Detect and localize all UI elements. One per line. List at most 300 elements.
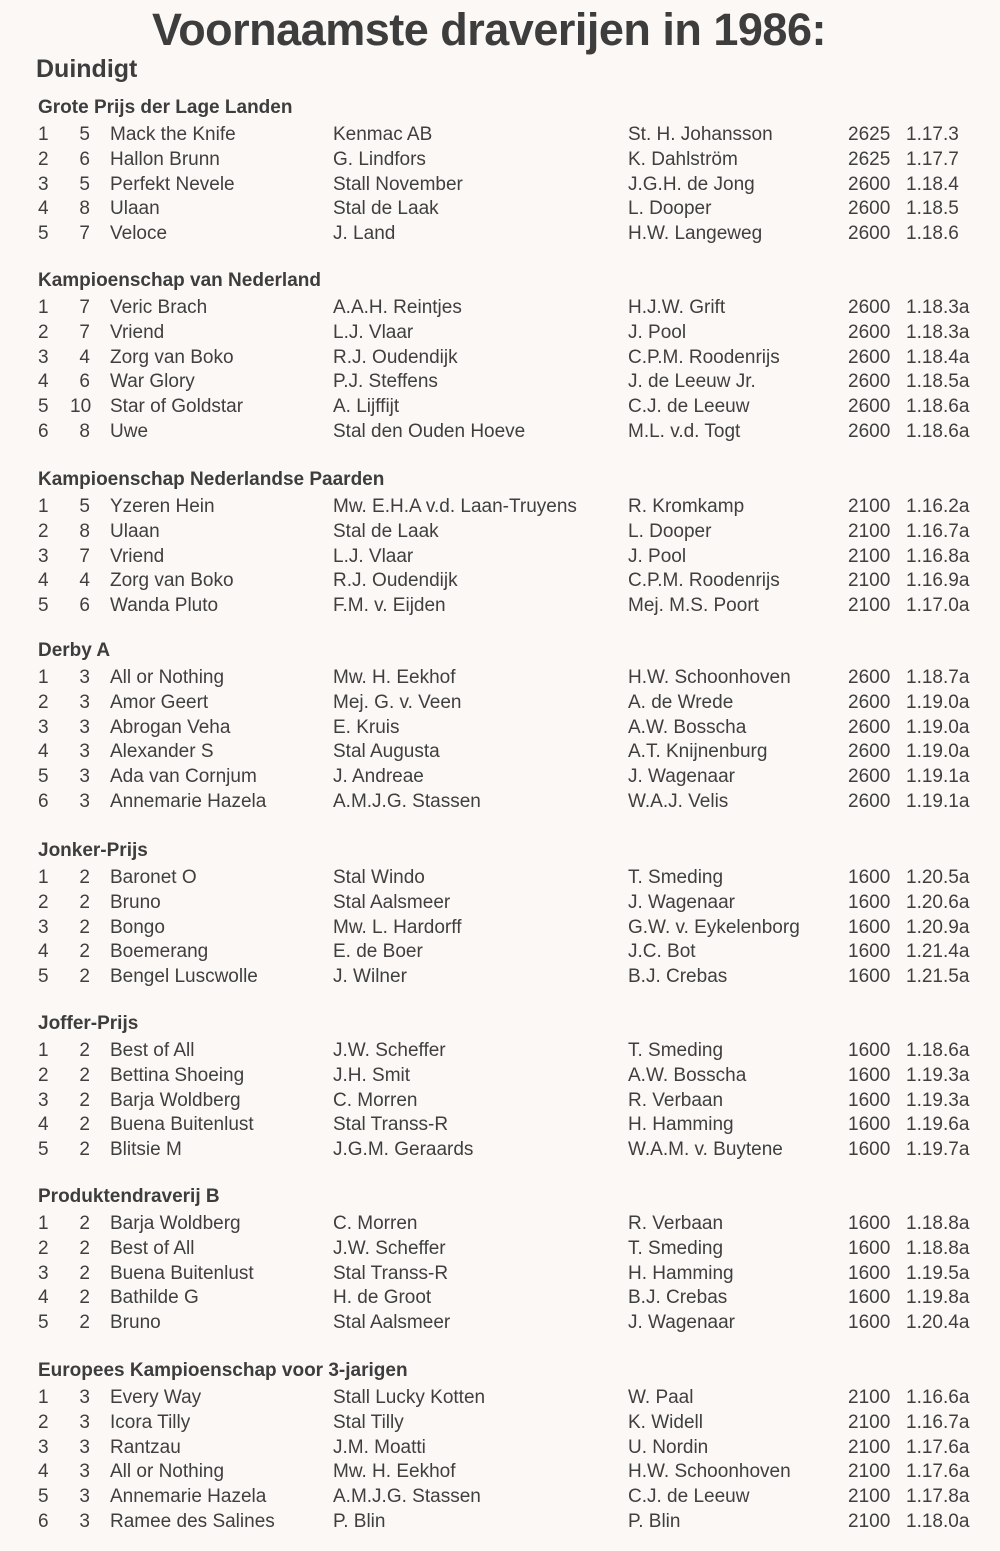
result-age: 7 xyxy=(79,297,90,318)
result-pos: 5 xyxy=(38,595,49,617)
result-driver: W. Paal xyxy=(628,1387,694,1408)
result-horse: All or Nothing xyxy=(110,1461,225,1483)
result-horse: Vriend xyxy=(110,545,165,567)
result-row xyxy=(0,739,1000,764)
result-horse: Ramee des Salines xyxy=(110,1511,275,1532)
result-driver: Mej. M.S. Poort xyxy=(628,595,759,617)
result-row xyxy=(0,1112,1000,1137)
result-time: 1.18.3a xyxy=(906,321,970,343)
result-owner: G. Lindfors xyxy=(333,148,426,170)
result-time: 1.18.6 xyxy=(906,223,959,245)
result-age: 6 xyxy=(79,371,90,393)
result-horse: Veloce xyxy=(110,223,168,245)
result-row xyxy=(0,915,1000,940)
result-driver: W.A.J. Velis xyxy=(628,791,729,812)
result-age: 2 xyxy=(79,1064,90,1086)
result-driver: R. Verbaan xyxy=(628,1089,724,1111)
result-row xyxy=(0,890,1000,915)
result-row xyxy=(0,295,1000,320)
result-horse: Abrogan Veha xyxy=(110,716,231,738)
result-owner: J.W. Scheffer xyxy=(333,1040,446,1061)
result-owner: F.M. v. Eijden xyxy=(333,595,446,617)
result-dist: 2100 xyxy=(848,520,891,542)
result-pos: 1 xyxy=(38,297,49,318)
result-owner: Stall Lucky Kotten xyxy=(333,1387,486,1408)
result-pos: 2 xyxy=(38,1064,49,1086)
result-dist: 1600 xyxy=(848,1237,891,1259)
result-owner: Stall November xyxy=(333,173,463,195)
result-driver: P. Blin xyxy=(628,1511,681,1532)
result-time: 1.18.8a xyxy=(906,1237,970,1259)
result-owner: A. Lijffijt xyxy=(333,396,400,418)
result-owner: L.J. Vlaar xyxy=(333,545,414,567)
result-owner: J. Wilner xyxy=(333,966,407,988)
result-time: 1.17.6a xyxy=(906,1461,970,1483)
result-pos: 5 xyxy=(38,966,49,988)
result-pos: 3 xyxy=(38,1089,49,1111)
result-driver: K. Widell xyxy=(628,1411,703,1433)
result-driver: W.A.M. v. Buytene xyxy=(628,1139,783,1161)
result-row xyxy=(0,1385,1000,1410)
result-dist: 2100 xyxy=(848,595,891,617)
result-age: 3 xyxy=(79,1411,90,1433)
result-age: 5 xyxy=(79,496,90,517)
result-age: 2 xyxy=(79,1262,90,1284)
result-row xyxy=(0,568,1000,593)
result-horse: Wanda Pluto xyxy=(110,595,219,617)
result-pos: 2 xyxy=(38,520,49,542)
result-owner: J. Land xyxy=(333,223,396,245)
result-horse: Every Way xyxy=(110,1387,202,1408)
result-row xyxy=(0,1410,1000,1435)
result-horse: Annemarie Hazela xyxy=(110,791,267,812)
result-pos: 4 xyxy=(38,371,49,393)
result-driver: T. Smeding xyxy=(628,867,724,888)
result-pos: 2 xyxy=(38,1411,49,1433)
page-title: Voornaamste draverijen in 1986: xyxy=(152,4,826,55)
result-age: 4 xyxy=(79,346,90,368)
result-age: 3 xyxy=(79,1387,90,1408)
result-pos: 3 xyxy=(38,716,49,738)
result-horse: Barja Woldberg xyxy=(110,1213,241,1234)
result-row xyxy=(0,1137,1000,1162)
result-pos: 2 xyxy=(38,1237,49,1259)
result-driver: J. Wagenaar xyxy=(628,891,736,913)
result-row xyxy=(0,593,1000,618)
result-pos: 4 xyxy=(38,1461,49,1483)
result-time: 1.18.4a xyxy=(906,346,970,368)
result-time: 1.18.6a xyxy=(906,396,970,418)
result-dist: 2100 xyxy=(848,496,891,517)
result-horse: Amor Geert xyxy=(110,691,209,713)
result-dist: 2600 xyxy=(848,741,891,763)
result-age: 6 xyxy=(79,595,90,617)
result-dist: 1600 xyxy=(848,1089,891,1111)
result-dist: 1600 xyxy=(848,941,891,963)
result-driver: H.W. Langeweg xyxy=(628,223,763,245)
result-driver: R. Kromkamp xyxy=(628,496,745,517)
result-horse: War Glory xyxy=(110,371,195,393)
result-driver: J. Pool xyxy=(628,545,687,567)
result-age: 5 xyxy=(79,124,90,145)
result-row xyxy=(0,320,1000,345)
race-title: Grote Prijs der Lage Landen xyxy=(38,97,293,118)
result-pos: 5 xyxy=(38,1312,49,1334)
result-horse: Perfekt Nevele xyxy=(110,173,235,195)
result-row xyxy=(0,865,1000,890)
result-owner: P. Blin xyxy=(333,1511,386,1532)
result-age: 7 xyxy=(79,223,90,245)
result-age: 2 xyxy=(79,891,90,913)
result-driver: J. Wagenaar xyxy=(628,766,736,788)
result-owner: C. Morren xyxy=(333,1089,418,1111)
result-pos: 5 xyxy=(38,766,49,788)
result-time: 1.18.5 xyxy=(906,198,959,220)
result-dist: 2100 xyxy=(848,570,891,592)
result-age: 2 xyxy=(79,1114,90,1136)
result-time: 1.19.0a xyxy=(906,691,970,713)
result-time: 1.19.3a xyxy=(906,1089,970,1111)
result-horse: Bruno xyxy=(110,1312,161,1334)
result-row xyxy=(0,1088,1000,1113)
result-dist: 2600 xyxy=(848,223,891,245)
result-owner: Mw. H. Eekhof xyxy=(333,667,456,688)
result-horse: Hallon Brunn xyxy=(110,148,220,170)
result-owner: C. Morren xyxy=(333,1213,418,1234)
result-owner: Mw. H. Eekhof xyxy=(333,1461,456,1483)
result-pos: 3 xyxy=(38,916,49,938)
result-time: 1.21.5a xyxy=(906,966,970,988)
result-age: 6 xyxy=(79,148,90,170)
result-age: 2 xyxy=(79,941,90,963)
result-time: 1.17.8a xyxy=(906,1486,970,1508)
result-row xyxy=(0,221,1000,246)
result-pos: 1 xyxy=(38,667,49,688)
result-row xyxy=(0,1459,1000,1484)
result-dist: 2100 xyxy=(848,1411,891,1433)
result-owner: Mw. L. Hardorff xyxy=(333,916,462,938)
result-dist: 2600 xyxy=(848,667,891,688)
result-horse: Bettina Shoeing xyxy=(110,1064,245,1086)
race-title: Kampioenschap van Nederland xyxy=(38,270,321,291)
result-horse: Best of All xyxy=(110,1237,195,1259)
result-owner: L.J. Vlaar xyxy=(333,321,414,343)
result-row xyxy=(0,1211,1000,1236)
result-owner: P.J. Steffens xyxy=(333,371,438,393)
result-time: 1.20.4a xyxy=(906,1312,970,1334)
result-horse: Barja Woldberg xyxy=(110,1089,241,1111)
result-driver: H. Hamming xyxy=(628,1114,734,1136)
result-dist: 2100 xyxy=(848,1486,891,1508)
result-dist: 1600 xyxy=(848,1114,891,1136)
result-age: 3 xyxy=(79,716,90,738)
result-driver: H. Hamming xyxy=(628,1262,734,1284)
result-time: 1.19.1a xyxy=(906,766,970,788)
result-dist: 1600 xyxy=(848,867,891,888)
result-horse: Veric Brach xyxy=(110,297,208,318)
result-row xyxy=(0,964,1000,989)
result-pos: 1 xyxy=(38,1387,49,1408)
result-owner: R.J. Oudendijk xyxy=(333,570,458,592)
result-time: 1.19.6a xyxy=(906,1114,970,1136)
result-dist: 2600 xyxy=(848,346,891,368)
result-age: 2 xyxy=(79,1213,90,1234)
result-horse: Boemerang xyxy=(110,941,209,963)
result-horse: Yzeren Hein xyxy=(110,496,215,517)
result-owner: Stal de Laak xyxy=(333,520,439,542)
result-dist: 2100 xyxy=(848,545,891,567)
result-row xyxy=(0,1261,1000,1286)
result-time: 1.16.6a xyxy=(906,1387,970,1408)
result-pos: 1 xyxy=(38,867,49,888)
result-driver: L. Dooper xyxy=(628,198,712,220)
result-dist: 2600 xyxy=(848,421,891,442)
result-time: 1.19.1a xyxy=(906,791,970,812)
race-title: Europees Kampioenschap voor 3-jarigen xyxy=(38,1360,408,1381)
result-time: 1.18.4 xyxy=(906,173,959,195)
result-time: 1.20.5a xyxy=(906,867,970,888)
result-driver: A. de Wrede xyxy=(628,691,734,713)
result-driver: A.T. Knijnenburg xyxy=(628,741,768,763)
result-age: 2 xyxy=(79,916,90,938)
result-driver: C.J. de Leeuw xyxy=(628,1486,750,1508)
result-pos: 4 xyxy=(38,941,49,963)
result-horse: Baronet O xyxy=(110,867,197,888)
result-age: 3 xyxy=(79,791,90,812)
result-dist: 1600 xyxy=(848,1139,891,1161)
result-row xyxy=(0,196,1000,221)
result-time: 1.18.6a xyxy=(906,421,970,442)
result-dist: 2625 xyxy=(848,148,891,170)
result-dist: 1600 xyxy=(848,966,891,988)
result-horse: All or Nothing xyxy=(110,667,225,688)
result-time: 1.19.3a xyxy=(906,1064,970,1086)
result-dist: 2100 xyxy=(848,1511,891,1532)
result-horse: Buena Buitenlust xyxy=(110,1114,254,1136)
result-time: 1.18.5a xyxy=(906,371,970,393)
result-driver: J. Pool xyxy=(628,321,687,343)
result-row xyxy=(0,394,1000,419)
result-age: 2 xyxy=(79,1237,90,1259)
result-dist: 2600 xyxy=(848,766,891,788)
result-driver: B.J. Crebas xyxy=(628,1287,728,1309)
result-owner: Kenmac AB xyxy=(333,124,433,145)
result-horse: Rantzau xyxy=(110,1436,181,1458)
result-driver: H.J.W. Grift xyxy=(628,297,726,318)
result-owner: Mw. E.H.A v.d. Laan-Truyens xyxy=(333,496,577,517)
result-row xyxy=(0,494,1000,519)
result-pos: 5 xyxy=(38,1139,49,1161)
result-horse: Best of All xyxy=(110,1040,195,1061)
result-age: 8 xyxy=(79,520,90,542)
result-owner: Stal de Laak xyxy=(333,198,439,220)
result-dist: 1600 xyxy=(848,1213,891,1234)
result-dist: 2600 xyxy=(848,691,891,713)
result-time: 1.17.7 xyxy=(906,148,959,170)
result-driver: J. de Leeuw Jr. xyxy=(628,371,756,393)
result-horse: Zorg van Boko xyxy=(110,346,234,368)
result-driver: C.P.M. Roodenrijs xyxy=(628,570,780,592)
result-dist: 2600 xyxy=(848,297,891,318)
result-dist: 1600 xyxy=(848,1064,891,1086)
result-driver: T. Smeding xyxy=(628,1040,724,1061)
result-owner: Stal Aalsmeer xyxy=(333,891,451,913)
result-row xyxy=(0,122,1000,147)
result-age: 2 xyxy=(79,867,90,888)
result-time: 1.18.0a xyxy=(906,1511,970,1532)
result-pos: 4 xyxy=(38,570,49,592)
result-row xyxy=(0,764,1000,789)
result-dist: 2600 xyxy=(848,396,891,418)
result-time: 1.19.8a xyxy=(906,1287,970,1309)
result-owner: J.H. Smit xyxy=(333,1064,411,1086)
result-row xyxy=(0,172,1000,197)
result-row xyxy=(0,544,1000,569)
result-pos: 3 xyxy=(38,346,49,368)
result-horse: Ulaan xyxy=(110,520,160,542)
result-owner: J.G.M. Geraards xyxy=(333,1139,474,1161)
result-dist: 1600 xyxy=(848,1287,891,1309)
result-owner: J.W. Scheffer xyxy=(333,1237,446,1259)
result-dist: 1600 xyxy=(848,1312,891,1334)
result-time: 1.19.0a xyxy=(906,741,970,763)
result-driver: U. Nordin xyxy=(628,1436,709,1458)
result-owner: Stal den Ouden Hoeve xyxy=(333,421,526,442)
result-dist: 1600 xyxy=(848,1040,891,1061)
result-row xyxy=(0,665,1000,690)
result-driver: J.C. Bot xyxy=(628,941,696,963)
result-pos: 4 xyxy=(38,1287,49,1309)
result-driver: A.W. Bosscha xyxy=(628,716,747,738)
result-driver: T. Smeding xyxy=(628,1237,724,1259)
result-owner: H. de Groot xyxy=(333,1287,432,1309)
result-pos: 5 xyxy=(38,1486,49,1508)
result-owner: J. Andreae xyxy=(333,766,424,788)
result-horse: Bruno xyxy=(110,891,161,913)
result-dist: 2100 xyxy=(848,1461,891,1483)
race-title: Produktendraverij B xyxy=(38,1186,220,1207)
result-age: 3 xyxy=(79,1461,90,1483)
result-dist: 2100 xyxy=(848,1436,891,1458)
result-pos: 6 xyxy=(38,421,49,442)
result-horse: Bengel Luscwolle xyxy=(110,966,258,988)
result-time: 1.18.8a xyxy=(906,1213,970,1234)
result-owner: Stal Aalsmeer xyxy=(333,1312,451,1334)
result-pos: 4 xyxy=(38,198,49,220)
result-time: 1.19.5a xyxy=(906,1262,970,1284)
result-age: 3 xyxy=(79,1511,90,1532)
result-pos: 1 xyxy=(38,496,49,517)
result-age: 7 xyxy=(79,545,90,567)
result-owner: Mej. G. v. Veen xyxy=(333,691,462,713)
result-age: 7 xyxy=(79,321,90,343)
result-row xyxy=(0,1509,1000,1534)
result-pos: 6 xyxy=(38,1511,49,1532)
result-driver: M.L. v.d. Togt xyxy=(628,421,741,442)
result-driver: C.J. de Leeuw xyxy=(628,396,750,418)
result-age: 5 xyxy=(79,173,90,195)
result-age: 2 xyxy=(79,1139,90,1161)
result-driver: A.W. Bosscha xyxy=(628,1064,747,1086)
result-horse: Uwe xyxy=(110,421,149,442)
result-age: 3 xyxy=(79,691,90,713)
result-time: 1.16.9a xyxy=(906,570,970,592)
result-pos: 2 xyxy=(38,691,49,713)
result-horse: Bongo xyxy=(110,916,165,938)
result-driver: K. Dahlström xyxy=(628,148,738,170)
result-driver: L. Dooper xyxy=(628,520,712,542)
result-row xyxy=(0,1484,1000,1509)
result-dist: 2625 xyxy=(848,124,891,145)
result-age: 2 xyxy=(79,1040,90,1061)
result-driver: C.P.M. Roodenrijs xyxy=(628,346,780,368)
result-pos: 4 xyxy=(38,1114,49,1136)
result-row xyxy=(0,690,1000,715)
result-time: 1.16.2a xyxy=(906,496,970,517)
result-age: 2 xyxy=(79,1312,90,1334)
result-time: 1.16.8a xyxy=(906,545,970,567)
result-age: 2 xyxy=(79,966,90,988)
result-row xyxy=(0,939,1000,964)
result-driver: J. Wagenaar xyxy=(628,1312,736,1334)
result-row xyxy=(0,789,1000,814)
result-row xyxy=(0,1236,1000,1261)
result-pos: 5 xyxy=(38,223,49,245)
result-dist: 2600 xyxy=(848,173,891,195)
result-age: 4 xyxy=(79,570,90,592)
result-pos: 3 xyxy=(38,545,49,567)
race-title: Jonker-Prijs xyxy=(38,840,148,861)
result-pos: 5 xyxy=(38,396,49,418)
result-time: 1.20.6a xyxy=(906,891,970,913)
result-owner: Stal Transs-R xyxy=(333,1262,449,1284)
result-row xyxy=(0,1435,1000,1460)
result-owner: Stal Transs-R xyxy=(333,1114,449,1136)
result-row xyxy=(0,1063,1000,1088)
result-horse: Ulaan xyxy=(110,198,160,220)
result-pos: 6 xyxy=(38,791,49,812)
result-horse: Ada van Cornjum xyxy=(110,766,257,788)
result-pos: 1 xyxy=(38,1213,49,1234)
result-driver: B.J. Crebas xyxy=(628,966,728,988)
result-row xyxy=(0,345,1000,370)
result-time: 1.18.7a xyxy=(906,667,970,688)
result-time: 1.17.0a xyxy=(906,595,970,617)
result-time: 1.19.7a xyxy=(906,1139,970,1161)
result-age: 3 xyxy=(79,741,90,763)
result-dist: 2600 xyxy=(848,716,891,738)
result-age: 2 xyxy=(79,1089,90,1111)
result-age: 10 xyxy=(70,396,92,418)
result-time: 1.16.7a xyxy=(906,520,970,542)
result-dist: 2600 xyxy=(848,198,891,220)
result-horse: Buena Buitenlust xyxy=(110,1262,254,1284)
result-row xyxy=(0,147,1000,172)
result-pos: 1 xyxy=(38,1040,49,1061)
result-row xyxy=(0,1038,1000,1063)
result-owner: A.M.J.G. Stassen xyxy=(333,791,481,812)
result-driver: H.W. Schoonhoven xyxy=(628,1461,791,1483)
result-age: 8 xyxy=(79,198,90,220)
result-time: 1.16.7a xyxy=(906,1411,970,1433)
result-horse: Mack the Knife xyxy=(110,124,236,145)
result-dist: 2600 xyxy=(848,321,891,343)
result-row xyxy=(0,1310,1000,1335)
result-time: 1.17.3 xyxy=(906,124,959,145)
result-row xyxy=(0,1285,1000,1310)
result-horse: Icora Tilly xyxy=(110,1411,191,1433)
result-pos: 3 xyxy=(38,1262,49,1284)
